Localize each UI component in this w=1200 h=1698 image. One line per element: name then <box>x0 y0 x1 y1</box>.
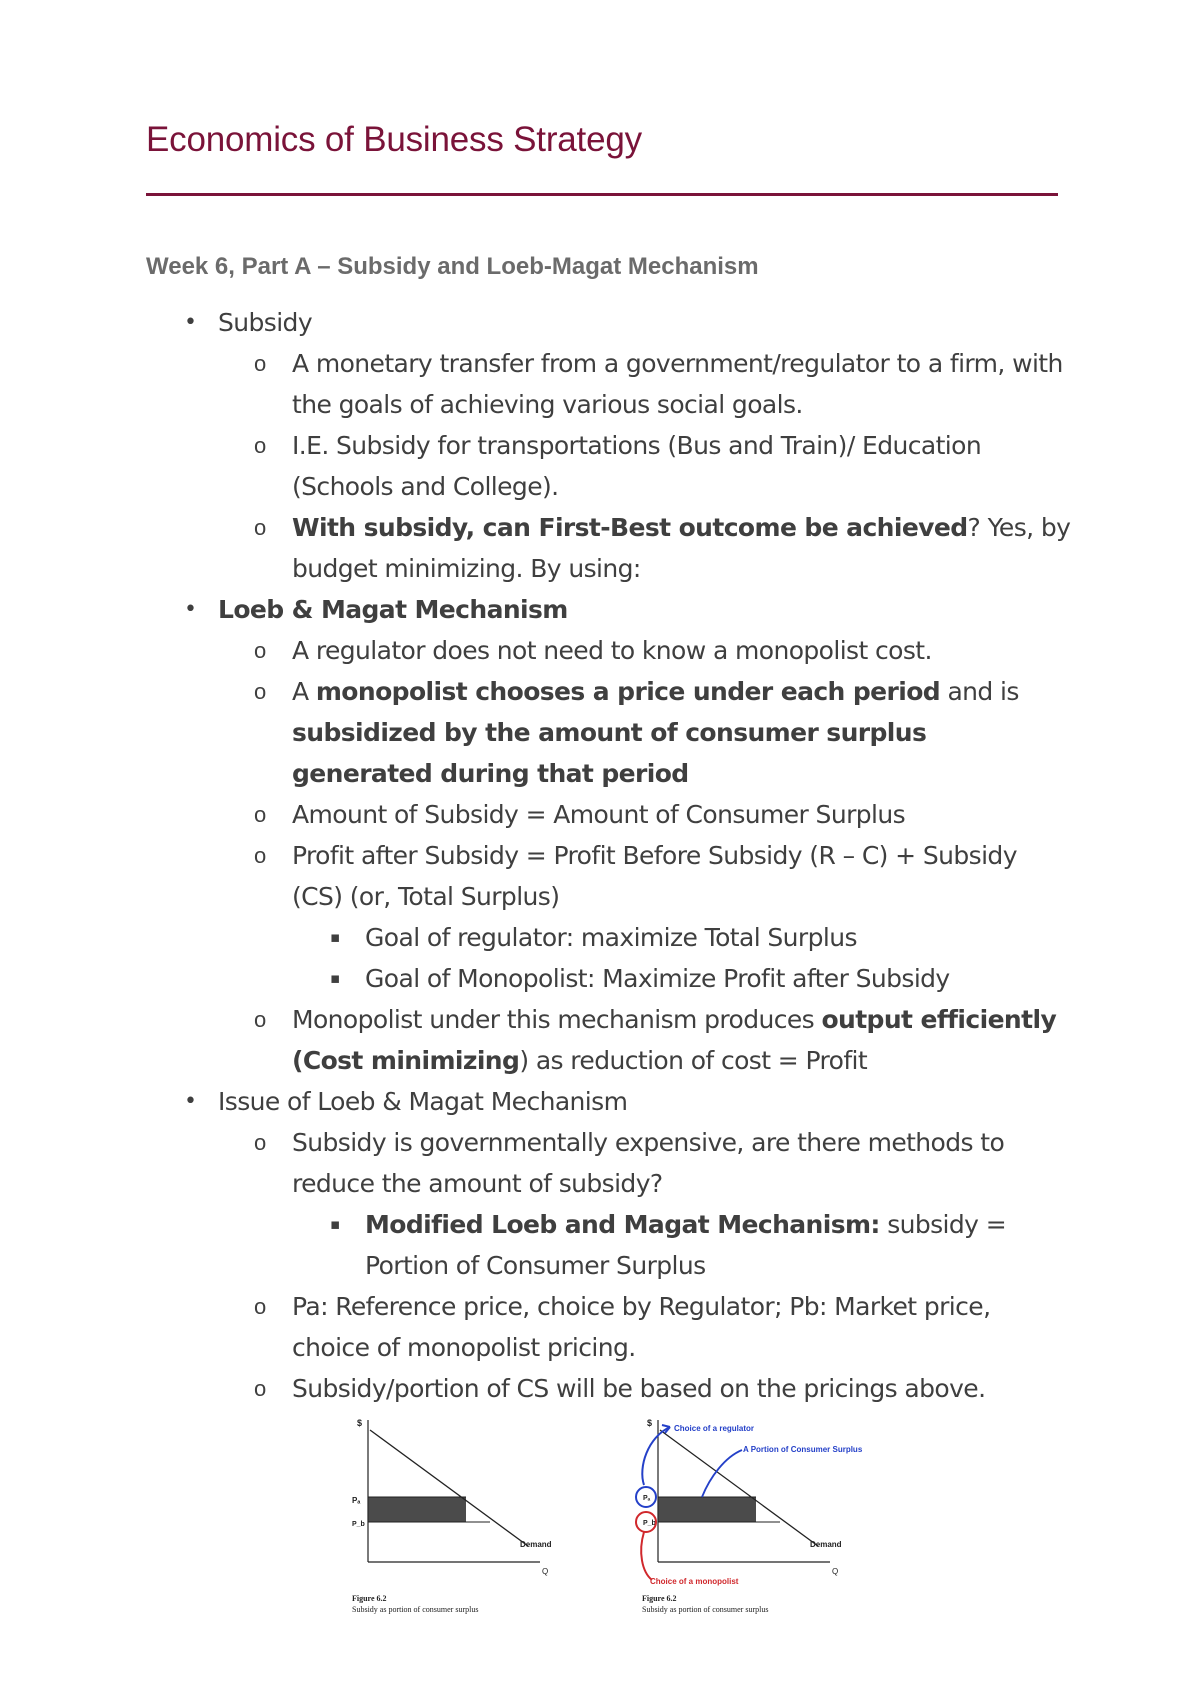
item-text: Pa: Reference price, choice by Regulator; Pb: Market price, choice of monopolist pricing. <box>292 1292 991 1362</box>
item-text: A <box>292 677 316 706</box>
figure-left <box>340 1412 600 1642</box>
figure-caption-title: Figure 6.2 <box>352 1594 387 1603</box>
annotation-portion: A Portion of Consumer Surplus <box>743 1445 863 1454</box>
y-axis-label: $ <box>357 1418 363 1428</box>
item-bold-text: Loeb & Magat Mechanism <box>218 595 568 624</box>
circle-bullet-icon: o <box>254 433 266 458</box>
circle-bullet-icon: o <box>254 1007 266 1032</box>
list-item <box>0 835 1072 917</box>
list-item <box>0 589 1058 630</box>
monopolist-arrow <box>641 1532 652 1580</box>
bullet-icon: • <box>184 597 197 622</box>
list-item <box>0 1368 1072 1409</box>
figures-row <box>0 1412 1200 1642</box>
notes-list <box>0 302 1200 1409</box>
item-text: subsidy = Portion of Consumer Surplus <box>365 1210 1007 1280</box>
figure-right <box>630 1412 930 1642</box>
item-bold-text: subsidized by the amount of consumer surplus generated during that period <box>292 718 927 788</box>
annotation-monopolist: Choice of a monopolist <box>650 1577 739 1586</box>
list-item <box>0 1204 1065 1286</box>
square-bullet-icon: ▪ <box>330 928 340 946</box>
item-text: ) as reduction of cost = Profit <box>519 1046 868 1075</box>
item-text: Goal of Monopolist: Maximize Profit after Subsidy <box>365 964 950 993</box>
x-axis-label: Q <box>832 1567 839 1576</box>
list-item <box>0 999 1072 1081</box>
circle-bullet-icon: o <box>254 1130 266 1155</box>
pb-label: P_b <box>643 1520 656 1527</box>
square-bullet-icon: ▪ <box>330 1215 340 1233</box>
circle-bullet-icon: o <box>254 679 266 704</box>
list-item <box>0 302 1058 343</box>
list-item <box>0 1286 1072 1368</box>
bullet-icon: • <box>184 1089 197 1114</box>
list-item <box>0 343 1072 425</box>
portion-arrow <box>702 1450 742 1497</box>
list-item <box>0 917 1065 958</box>
figure-caption-text: Subsidy as portion of consumer surplus <box>352 1605 479 1614</box>
list-item <box>0 671 1072 794</box>
figure-caption-title: Figure 6.2 <box>642 1594 677 1603</box>
item-text: A monetary transfer from a government/regulator to a firm, with the goals of achieving various social goals. <box>292 349 1063 419</box>
bullet-icon: • <box>184 310 197 335</box>
list-item <box>0 425 1072 507</box>
demand-curve <box>370 1430 528 1546</box>
consumer-surplus-portion <box>658 1497 756 1522</box>
title-divider <box>146 193 1058 196</box>
pa-label: Pₐ <box>643 1495 651 1502</box>
consumer-surplus-portion <box>368 1497 466 1522</box>
list-item <box>0 958 1065 999</box>
demand-label: Demand <box>810 1540 842 1549</box>
item-bold-text: monopolist chooses a price under each period <box>315 677 941 706</box>
demand-label: Demand <box>520 1540 552 1549</box>
item-text: Profit after Subsidy = Profit Before Subsidy (R – C) + Subsidy (CS) (or, Total Surplus) <box>292 841 1017 911</box>
list-item <box>0 1081 1058 1122</box>
item-text: ? Yes, by budget minimizing. By using: <box>292 513 1071 583</box>
y-axis-label: $ <box>647 1418 653 1428</box>
pa-label: Pₐ <box>352 1496 361 1505</box>
item-text: Amount of Subsidy = Amount of Consumer Surplus <box>292 800 906 829</box>
circle-bullet-icon: o <box>254 351 266 376</box>
item-bold-text: output efficiently (Cost minimizing <box>292 1005 1057 1075</box>
item-text: Subsidy is governmentally expensive, are there methods to reduce the amount of subsidy? <box>292 1128 1005 1198</box>
item-text: Subsidy/portion of CS will be based on the pricings above. <box>292 1374 986 1403</box>
list-item <box>0 630 1072 671</box>
figure-caption-text: Subsidy as portion of consumer surplus <box>642 1605 769 1614</box>
list-item <box>0 1122 1072 1204</box>
item-text: Monopolist under this mechanism produces <box>292 1005 822 1034</box>
list-item <box>0 507 1072 589</box>
list-item <box>0 794 1072 835</box>
x-axis-label: Q <box>542 1567 549 1576</box>
page-title: Economics of Business Strategy <box>146 120 642 159</box>
circle-bullet-icon: o <box>254 802 266 827</box>
circle-bullet-icon: o <box>254 1294 266 1319</box>
pb-label: P_b <box>352 1521 365 1528</box>
circle-bullet-icon: o <box>254 515 266 540</box>
circle-bullet-icon: o <box>254 638 266 663</box>
annotation-regulator: Choice of a regulator <box>674 1424 755 1433</box>
square-bullet-icon: ▪ <box>330 969 340 987</box>
item-text: Goal of regulator: maximize Total Surplus <box>365 923 857 952</box>
item-bold-text: With subsidy, can First-Best outcome be achieved <box>292 513 968 542</box>
item-text: Subsidy <box>218 308 313 337</box>
item-bold-text: Modified Loeb and Magat Mechanism: <box>365 1210 880 1239</box>
item-text: Issue of Loeb & Magat Mechanism <box>218 1087 628 1116</box>
circle-bullet-icon: o <box>254 1376 266 1401</box>
item-text: A regulator does not need to know a monopolist cost. <box>292 636 932 665</box>
item-text: I.E. Subsidy for transportations (Bus and Train)/ Education (Schools and College). <box>292 431 982 501</box>
item-text: and is <box>940 677 1019 706</box>
section-heading: Week 6, Part A – Subsidy and Loeb-Magat Mechanism <box>146 253 759 280</box>
circle-bullet-icon: o <box>254 843 266 868</box>
regulator-arrow <box>642 1427 670 1485</box>
